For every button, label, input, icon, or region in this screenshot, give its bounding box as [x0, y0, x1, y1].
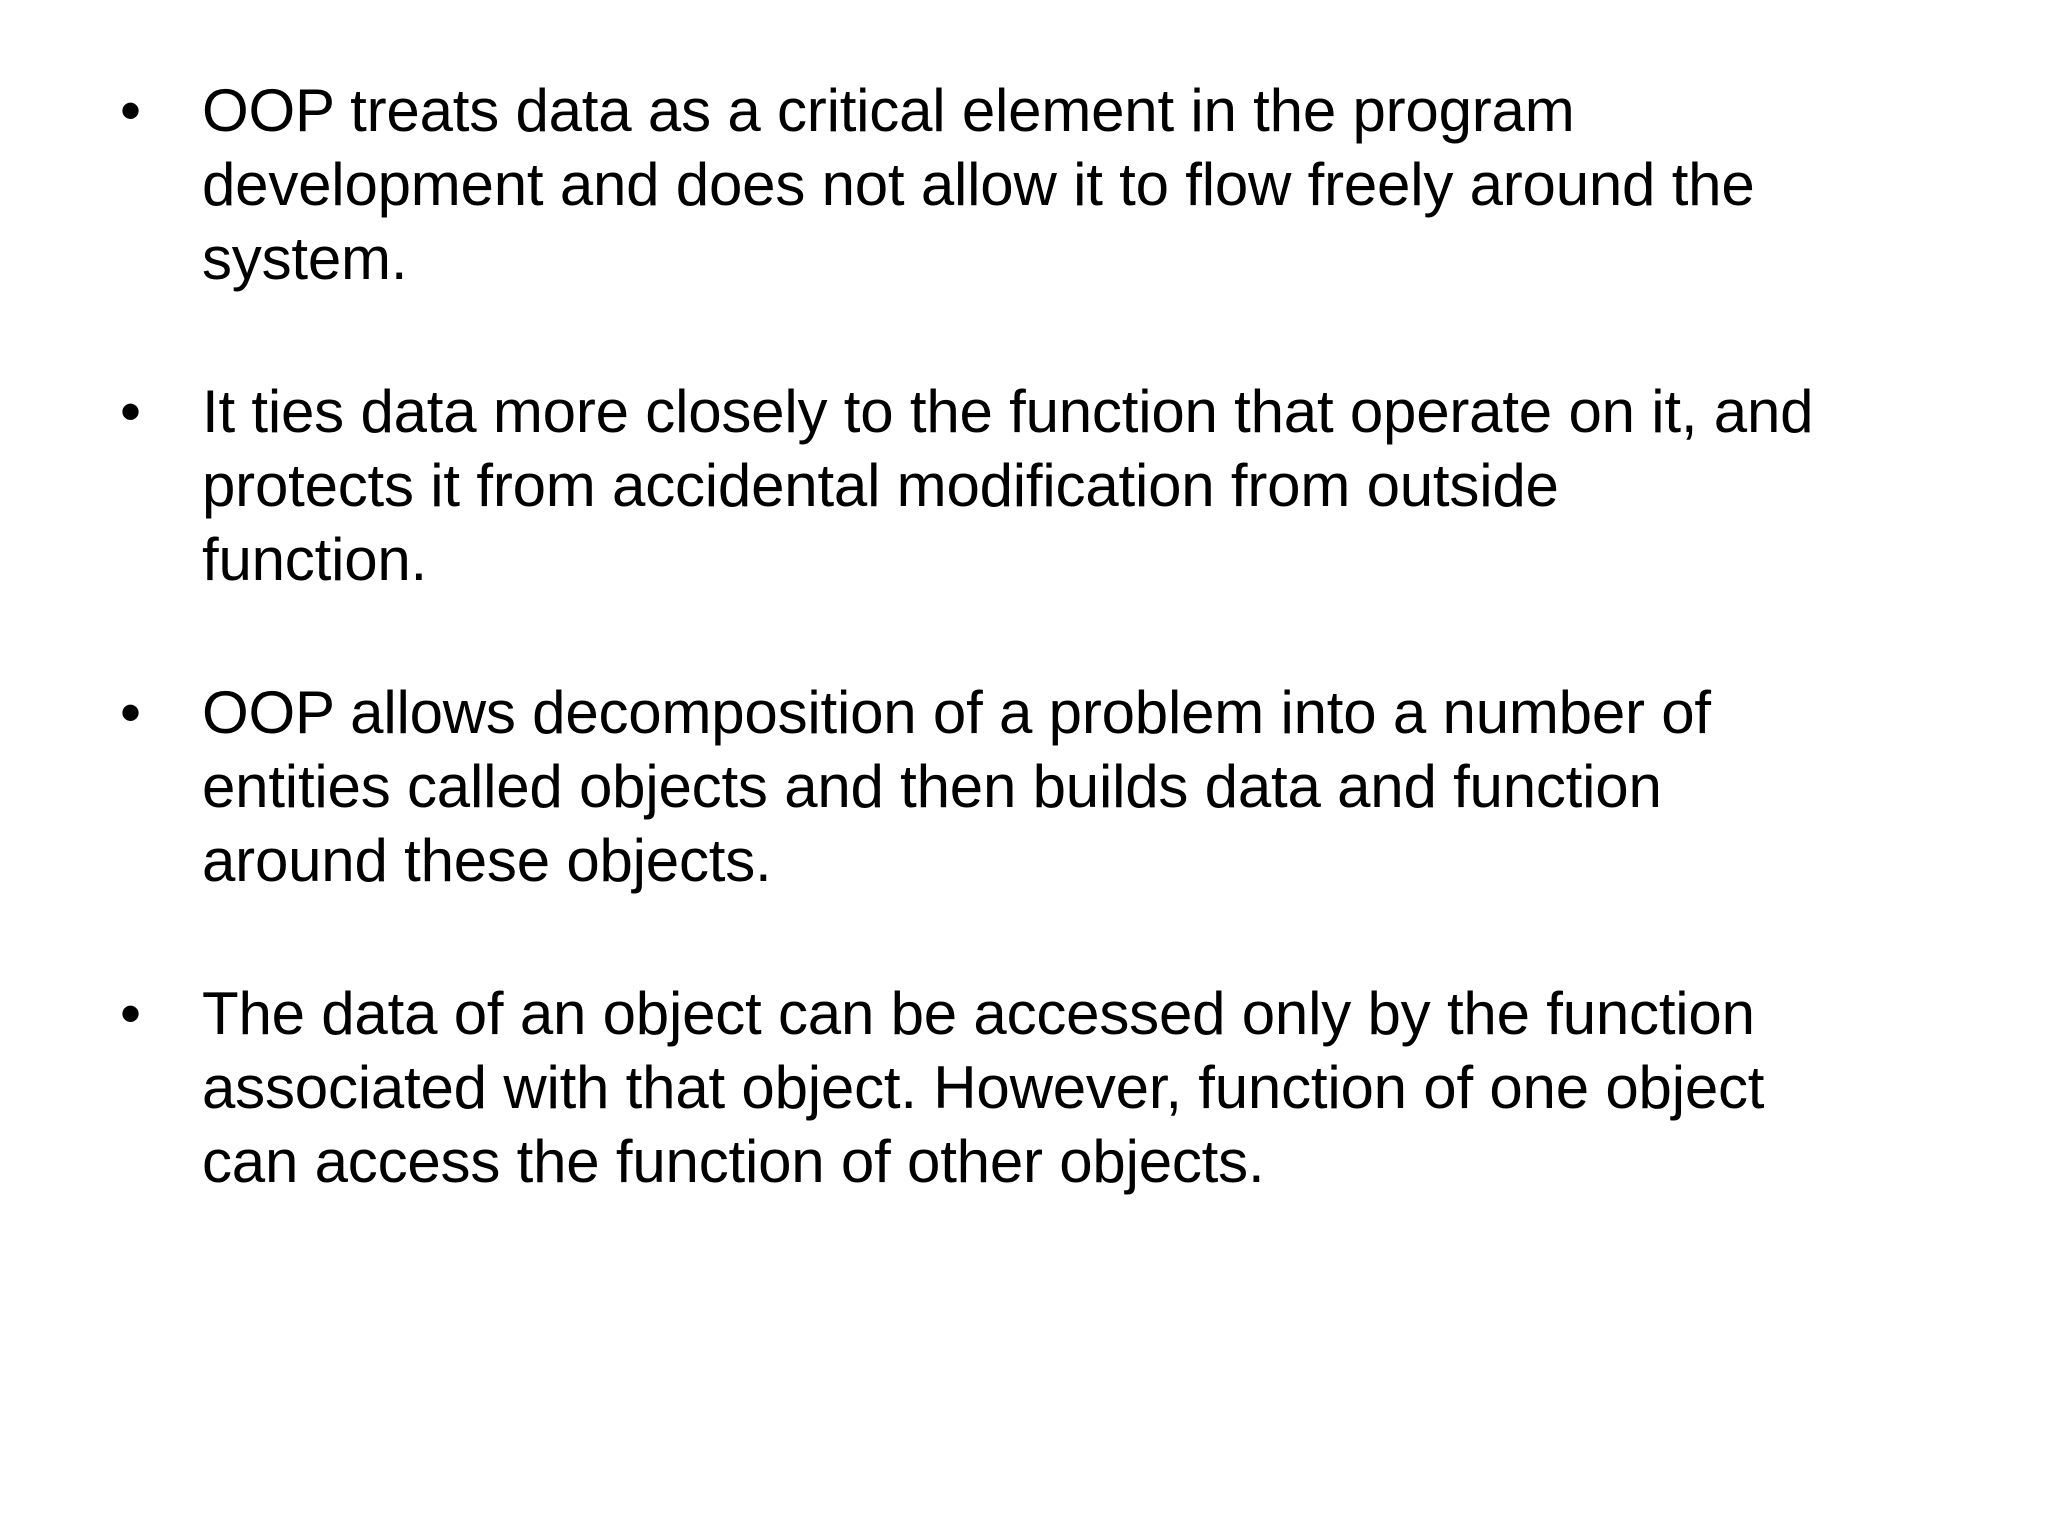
bullet-line: It ties data more closely to the function that operate on it, and [202, 378, 1814, 445]
bullet-item [120, 74, 2000, 296]
bullet-line: around these objects. [202, 827, 772, 894]
bullet-list [120, 74, 2000, 1278]
bullet-line: entities called objects and then builds data and function [202, 753, 1662, 820]
bullet-item [120, 977, 2000, 1199]
bullet-dot-icon: • [120, 980, 141, 1047]
bullet-item [120, 375, 2000, 597]
bullet-dot-icon: • [120, 378, 141, 445]
bullet-dot-icon: • [120, 77, 141, 144]
bullet-line: associated with that object. However, function of one object [202, 1054, 1765, 1121]
bullet-line: function. [202, 526, 428, 593]
bullet-line: can access the function of other objects. [202, 1128, 1265, 1195]
bullet-line: OOP treats data as a critical element in the program [202, 77, 1575, 144]
bullet-line: development and does not allow it to flow freely around the [202, 151, 1755, 218]
bullet-line: The data of an object can be accessed only by the function [202, 980, 1755, 1047]
bullet-item [120, 676, 2000, 898]
bullet-line: OOP allows decomposition of a problem into a number of [202, 679, 1711, 746]
bullet-dot-icon: • [120, 679, 141, 746]
bullet-line: protects it from accidental modification from outside [202, 452, 1559, 519]
bullet-line: system. [202, 225, 408, 292]
